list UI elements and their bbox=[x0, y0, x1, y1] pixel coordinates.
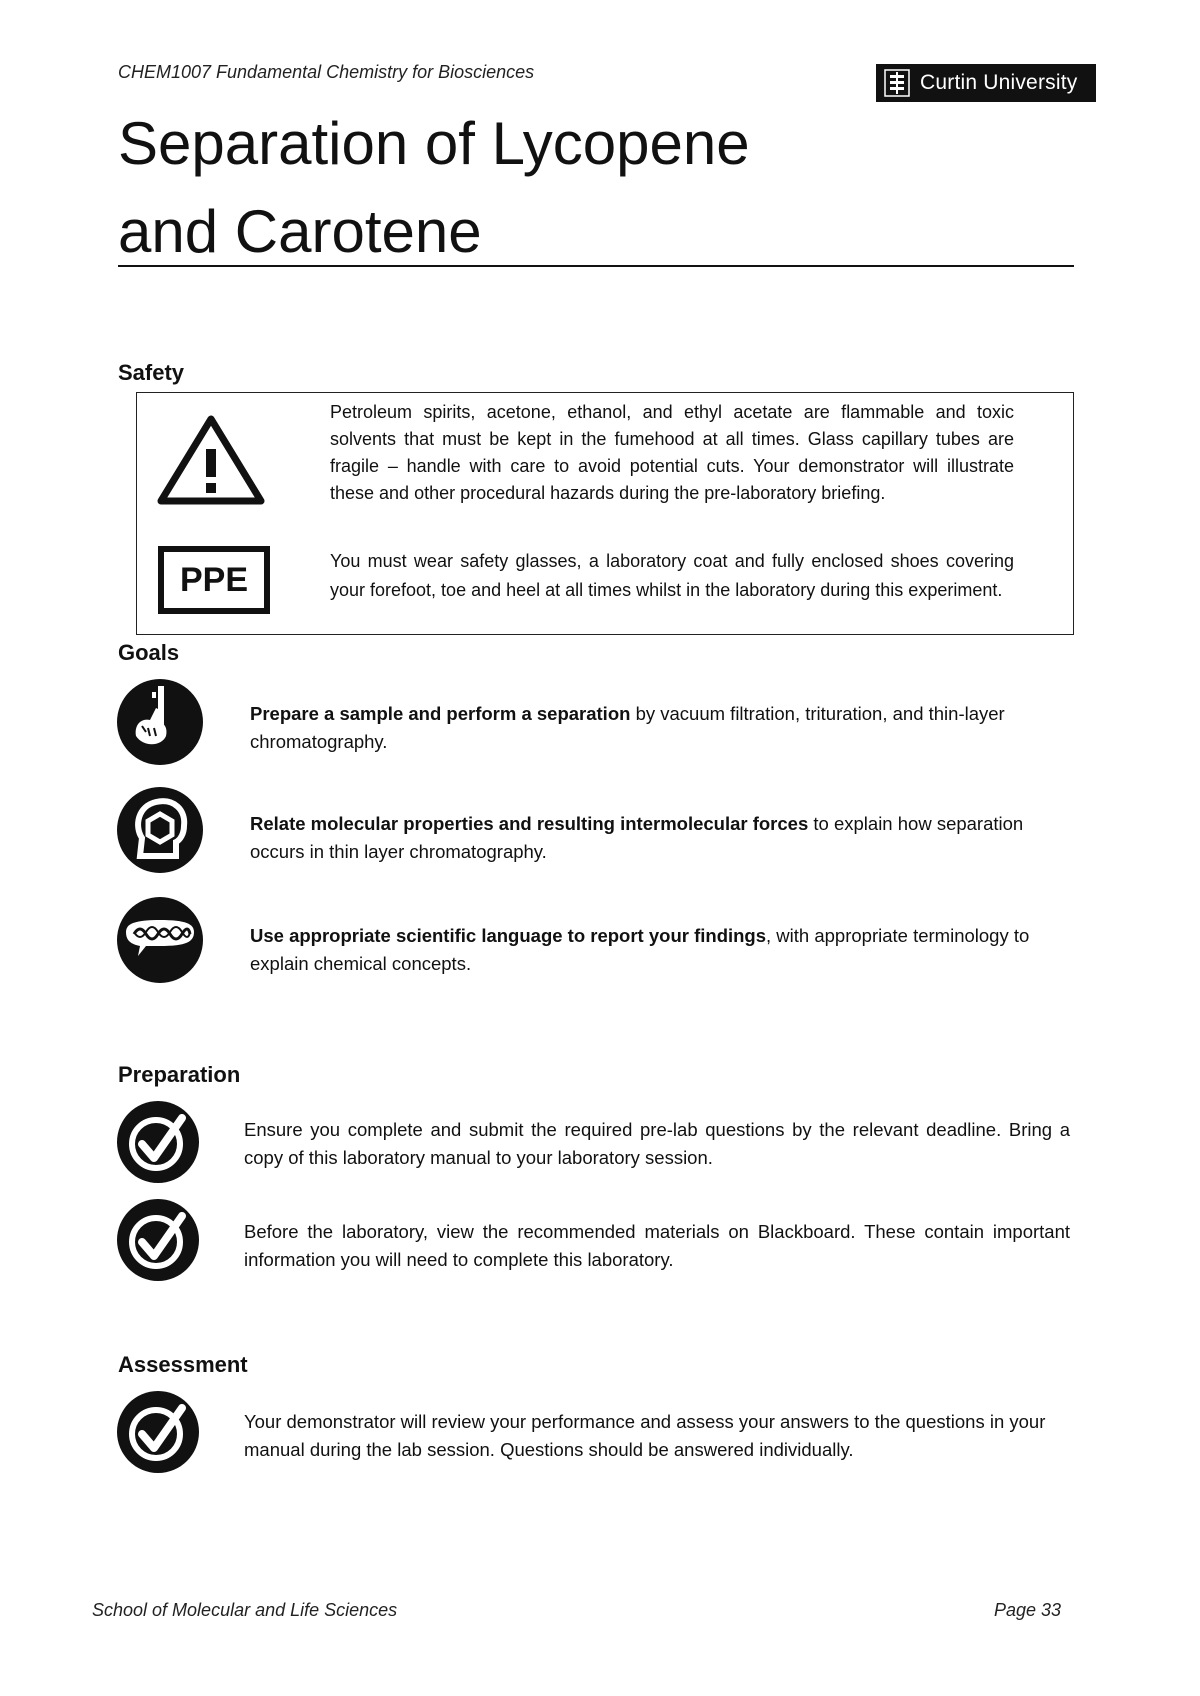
footer-page-number: Page 33 bbox=[994, 1600, 1062, 1620]
checkmark-icon bbox=[116, 1198, 200, 1282]
goal-item-2-bold: Relate molecular properties and resulting intermolecular forces bbox=[250, 813, 809, 834]
safety-ppe-text: You must wear safety glasses, a laboratory coat and fully enclosed shoes covering your forefoot, toe and heel at all times whilst in the laboratory during this experiment. bbox=[330, 551, 1014, 600]
title-line-1: Separation of Lycopene bbox=[118, 110, 750, 177]
goal-item-1-rest: by vacuum filtration, trituration, and thin-layer chromatography. bbox=[250, 703, 1005, 752]
preparation-item-1: Ensure you complete and submit the required pre-lab questions by the relevant deadline. Bring a copy of this laboratory manual to your laboratory session. bbox=[244, 1119, 1070, 1168]
goal-item-2 bbox=[250, 810, 1080, 866]
lab-hand-icon bbox=[116, 678, 204, 766]
safety-heading: Safety bbox=[118, 360, 185, 385]
goals-heading: Goals bbox=[118, 640, 180, 665]
molecule-head-icon bbox=[116, 786, 204, 874]
preparation-item-2: Before the laboratory, view the recommended materials on Blackboard. These contain important information you will need to complete this laboratory. bbox=[244, 1221, 1070, 1270]
assessment-heading: Assessment bbox=[118, 1352, 248, 1377]
checkmark-icon bbox=[116, 1390, 200, 1474]
goal-item-3-bold: Use appropriate scientific language to report your findings bbox=[250, 925, 767, 946]
page-title bbox=[118, 100, 750, 276]
goal-item-2-rest: to explain how separation occurs in thin layer chromatography. bbox=[250, 813, 1024, 862]
title-divider bbox=[118, 265, 1074, 267]
goal-item-1-bold: Prepare a sample and perform a separation bbox=[250, 703, 631, 724]
ppe-icon: PPE bbox=[158, 546, 270, 614]
checkmark-icon bbox=[116, 1100, 200, 1184]
logo-text: Curtin University bbox=[920, 71, 1078, 94]
course-header: CHEM1007 Fundamental Chemistry for Biosciences bbox=[118, 62, 535, 82]
goal-item-1 bbox=[250, 700, 1074, 756]
curtin-logo bbox=[876, 64, 1096, 102]
crest-icon bbox=[884, 69, 910, 97]
title-line-2: and Carotene bbox=[118, 198, 482, 265]
preparation-heading: Preparation bbox=[118, 1062, 241, 1087]
speech-bubble-icon bbox=[116, 896, 204, 984]
safety-hazard-text: Petroleum spirits, acetone, ethanol, and ethyl acetate are flammable and toxic solvents that must be kept in the fumehood at all times. Glass capillary tubes are fragile – handle with care to avoid potential cuts. Your demonstrator will illustrate these and other procedural hazards during the pre-laboratory briefing. bbox=[330, 402, 1014, 503]
goal-item-3 bbox=[250, 922, 1080, 978]
assessment-text: Your demonstrator will review your performance and assess your answers to the questions in your manual during the lab session. Questions should be answered individually. bbox=[244, 1411, 1046, 1460]
footer-school: School of Molecular and Life Sciences bbox=[92, 1600, 398, 1620]
goal-item-3-rest: , with appropriate terminology to explain chemical concepts. bbox=[250, 925, 1030, 974]
warning-triangle-icon bbox=[156, 414, 266, 506]
